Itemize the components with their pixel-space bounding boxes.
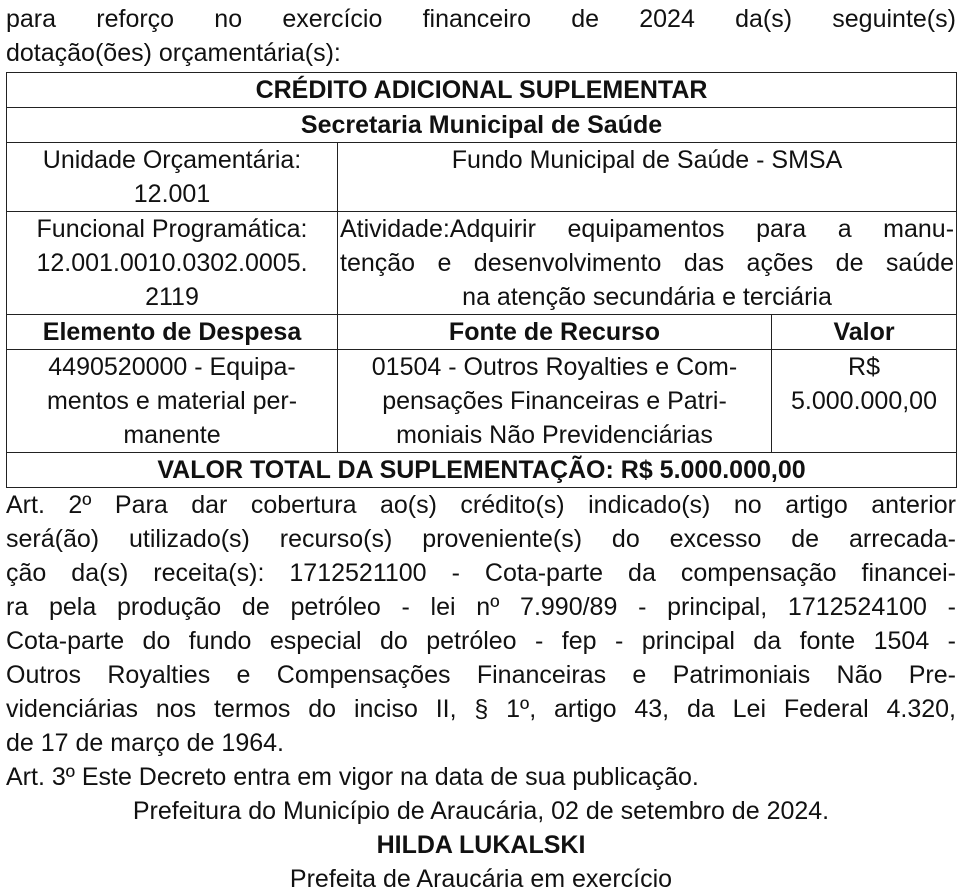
article-2-line: será(ão) utilizado(s) recurso(s) proveniente(s) do excesso de arrecada- xyxy=(6,525,956,553)
article-2-line: de 17 de março de 1964. xyxy=(6,729,284,757)
article-2-line: ção da(s) receita(s): 1712521100 - Cota-parte da compensação financei- xyxy=(6,559,956,587)
elemento-cell xyxy=(7,350,338,453)
unidade-code: 12.001 xyxy=(133,180,211,208)
intro-word: reforço xyxy=(96,5,175,33)
article-3-text: Art. 3º Este Decreto entra em vigor na data de sua publicação. xyxy=(6,763,699,791)
valor-cell xyxy=(772,350,957,453)
intro-line-1 xyxy=(6,2,956,36)
total-value: VALOR TOTAL DA SUPLEMENTAÇÃO: R$ 5.000.000,00 xyxy=(7,453,957,488)
intro-word: no xyxy=(214,5,243,33)
elemento-line: manente xyxy=(123,421,221,449)
funcional-cell xyxy=(7,212,338,315)
table-title-row xyxy=(7,73,957,108)
unidade-cell xyxy=(7,143,338,212)
article-2-line: Art. 2º Para dar cobertura ao(s) crédito(s) indicado(s) no artigo anterior xyxy=(6,491,956,519)
intro-word: seguinte(s) xyxy=(832,5,956,33)
intro-word: exercício xyxy=(282,5,383,33)
atividade-line: Atividade:Adquirir equipamentos para a manu- xyxy=(340,215,955,243)
fonte-line: pensações Financeiras e Patri- xyxy=(382,387,727,415)
atividade-line: tenção e desenvolvimento das ações de saúde xyxy=(340,249,955,277)
elemento-line: 4490520000 - Equipa- xyxy=(48,353,296,381)
unidade-label: Unidade Orçamentária: xyxy=(42,146,302,174)
table-row xyxy=(7,350,957,453)
secretaria-row xyxy=(7,108,957,143)
intro-word: 2024 xyxy=(639,5,695,33)
unidade-value: Fundo Municipal de Saúde - SMSA xyxy=(338,143,957,212)
fonte-line: moniais Não Previdenciárias xyxy=(396,421,713,449)
unidade-row xyxy=(7,143,957,212)
article-2-line: videnciárias nos termos do inciso II, § 1º, artigo 43, da Lei Federal 4.320, xyxy=(6,695,956,723)
credit-table xyxy=(6,72,957,488)
signatory-role: Prefeita de Araucária em exercício xyxy=(289,865,673,893)
secretaria-name: Secretaria Municipal de Saúde xyxy=(7,108,957,143)
intro-word: financeiro xyxy=(422,5,531,33)
table-title: CRÉDITO ADICIONAL SUPLEMENTAR xyxy=(7,73,957,108)
header-row xyxy=(7,315,957,350)
fonte-line: 01504 - Outros Royalties e Com- xyxy=(371,353,738,381)
funcional-code: 12.001.0010.0302.0005. xyxy=(36,249,308,277)
fonte-cell xyxy=(338,350,772,453)
funcional-row xyxy=(7,212,957,315)
document-page xyxy=(6,0,956,896)
valor-amount: 5.000.000,00 xyxy=(791,387,937,415)
article-2-line: Cota-parte do fundo especial do petróleo - fep - principal da fonte 1504 - xyxy=(6,627,956,655)
article-3 xyxy=(6,760,956,794)
article-2-line: ra pela produção de petróleo - lei nº 7.990/89 - principal, 1712524100 - xyxy=(6,593,956,621)
funcional-code-suffix: 2119 xyxy=(145,283,199,311)
intro-word: para xyxy=(6,5,57,33)
total-row xyxy=(7,453,957,488)
header-valor: Valor xyxy=(772,315,957,350)
funcional-label: Funcional Programática: xyxy=(36,215,308,243)
atividade-cell xyxy=(338,212,957,315)
intro-word: de xyxy=(571,5,600,33)
article-2 xyxy=(6,488,956,760)
atividade-line: na atenção secundária e terciária xyxy=(462,283,832,311)
valor-currency: R$ xyxy=(848,353,880,381)
signature-block xyxy=(6,794,956,896)
header-fonte: Fonte de Recurso xyxy=(338,315,772,350)
signatory-name: HILDA LUKALSKI xyxy=(376,831,586,859)
header-elemento: Elemento de Despesa xyxy=(7,315,338,350)
elemento-line: mentos e material per- xyxy=(46,387,298,415)
place-date: Prefeitura do Município de Araucária, 02 de setembro de 2024. xyxy=(132,797,830,825)
article-2-line: Outros Royalties e Compensações Financeiras e Patrimoniais Não Pre- xyxy=(6,661,956,689)
intro-word: da(s) xyxy=(735,5,793,33)
intro-line-2: dotação(ões) orçamentária(s): xyxy=(6,39,341,67)
